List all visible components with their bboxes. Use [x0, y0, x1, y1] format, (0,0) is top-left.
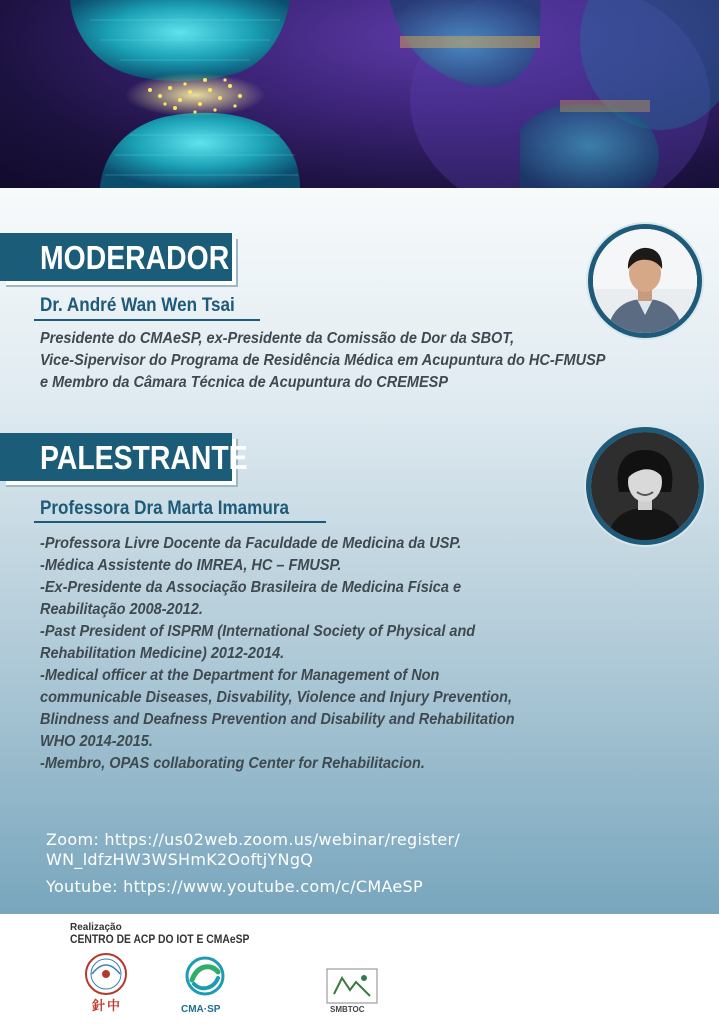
youtube-link[interactable]: Youtube: https://www.youtube.com/c/CMAeSP: [46, 877, 423, 896]
moderator-banner: [0, 233, 232, 281]
speaker-bio-line: Reabilitação 2008-2012.: [40, 601, 203, 618]
speaker-bio-line: -Ex-Presidente da Associação Brasileira de Medicina Física e: [40, 579, 462, 596]
moderator-avatar: [588, 224, 702, 338]
speaker-avatar: [586, 427, 704, 545]
speaker-bio-line: -Professora Livre Docente da Faculdade de Medicina da USP.: [40, 535, 462, 552]
moderator-heading: MODERADOR: [40, 239, 230, 276]
cmaesp-logo-caption: CMA·SP: [181, 1004, 221, 1015]
smbtoc-logo: [326, 968, 378, 1018]
moderator-bio-line: Presidente do CMAeSP, ex-Presidente da Comissão de Dor da SBOT,: [40, 330, 515, 347]
speaker-banner: [0, 433, 248, 481]
speaker-bio: [40, 533, 515, 775]
speaker-bio-line: -Past President of ISPRM (International Society of Physical and: [40, 623, 476, 640]
zoom-link-continued[interactable]: WN_ldfzHW3WSHmK2OoftjYNgQ: [46, 850, 314, 869]
speaker-bio-line: -Medical officer at the Department for Management of Non: [40, 667, 440, 684]
speaker-bio-line: communicable Diseases, Disvability, Violence and Injury Prevention,: [40, 689, 513, 706]
moderator-bio-line: e Membro da Câmara Técnica de Acupuntura do CREMESP: [40, 374, 449, 391]
cmaesp-logo: [180, 954, 230, 1018]
moderator-name: Dr. André Wan Wen Tsai: [40, 295, 235, 316]
organizer-label: CENTRO DE ACP DO IOT E CMAeSP: [70, 934, 250, 946]
svg-text:中: 中: [107, 999, 121, 1014]
speaker-bio-line: -Membro, OPAS collaborating Center for Rehabilitacion.: [40, 755, 425, 772]
footer: [0, 914, 719, 1024]
speaker-bio-line: Rehabilitation Medicine) 2012-2014.: [40, 645, 285, 662]
synapse-hero-image: [0, 0, 719, 188]
realizacao-label: Realização: [70, 922, 122, 933]
speaker-bio-line: -Médica Assistente do IMREA, HC – FMUSP.: [40, 557, 342, 574]
speaker-name: Professora Dra Marta Imamura: [40, 498, 290, 519]
zoom-link[interactable]: Zoom: https://us02web.zoom.us/webinar/register/: [46, 830, 461, 849]
smbtoc-logo-caption: SMBTOC: [330, 1005, 365, 1014]
moderator-bio: [40, 328, 605, 394]
content-area: [0, 188, 719, 914]
links-spacer: [46, 870, 460, 877]
speaker-bio-line: Blindness and Deafness Prevention and Disability and Rehabilitation: [40, 711, 515, 728]
speaker-name-underline: [34, 521, 326, 523]
speaker-bio-line: WHO 2014-2015.: [40, 733, 153, 750]
speaker-heading: PALESTRANTE: [40, 439, 248, 476]
iot-acp-center-logo: [78, 950, 134, 1016]
moderator-name-underline: [34, 319, 260, 321]
event-links: [46, 830, 460, 897]
moderator-bio-line: Vice-Sipervisor do Programa de Residência Médica em Acupuntura do HC-FMUSP: [40, 352, 606, 369]
svg-text:針: 針: [92, 999, 106, 1014]
